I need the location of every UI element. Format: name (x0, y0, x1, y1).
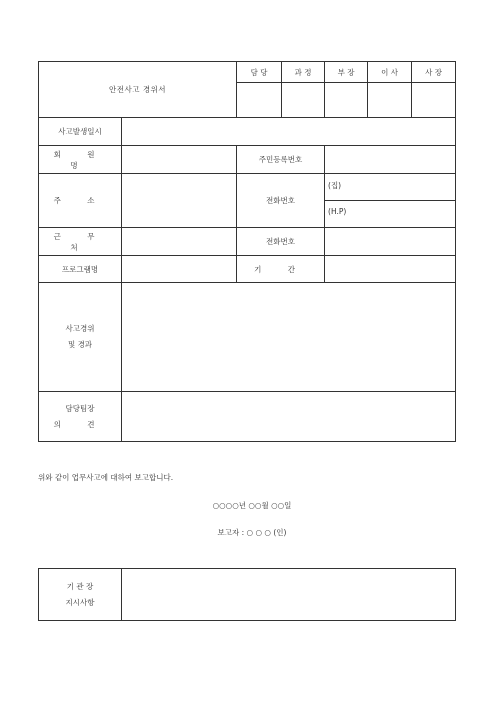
program-field[interactable] (122, 256, 237, 283)
leader-opinion-label (39, 392, 122, 442)
accident-report-form (38, 61, 456, 442)
program-label: 프로그램명 (39, 256, 122, 283)
workplace-label: 근 무 처 (39, 228, 122, 256)
period-label: 기 간 (237, 256, 325, 283)
report-date: ○○○○년 ○○월 ○○일 (212, 501, 292, 510)
report-statement: 위와 같이 업무사고에 대하여 보고합니다. (38, 473, 174, 482)
approval-sign-4[interactable] (368, 83, 412, 118)
phone2-field[interactable] (325, 228, 456, 256)
process-label-line1: 사고경위 (65, 324, 95, 333)
approval-label-5: 사 장 (412, 62, 456, 83)
reporter-line: 보고자 : ○ ○ ○ (인) (217, 528, 287, 537)
director-instructions-field[interactable] (122, 569, 456, 621)
approval-sign-5[interactable] (412, 83, 456, 118)
phone-mobile-field[interactable] (325, 201, 456, 228)
director-instructions-table (38, 568, 456, 621)
accident-datetime-label: 사고발생일시 (39, 118, 122, 146)
approval-sign-1[interactable] (237, 83, 282, 118)
phone2-label: 전화번호 (237, 228, 325, 256)
address-field[interactable] (122, 174, 237, 228)
approval-label-2: 과 정 (282, 62, 325, 83)
approval-sign-3[interactable] (325, 83, 368, 118)
phone-mobile-label: (H.P) (328, 207, 347, 216)
phone-label: 전화번호 (237, 174, 325, 228)
process-label (39, 283, 122, 392)
phone-home-label: (집) (328, 181, 342, 190)
leader-opinion-label-line2: 의 견 (53, 419, 107, 429)
approval-label-3: 부 장 (325, 62, 368, 83)
address-label: 주 소 (39, 174, 122, 228)
member-name-field[interactable] (122, 146, 237, 174)
director-label-line2: 지시사항 (65, 597, 95, 607)
approval-label-4: 이 사 (368, 62, 412, 83)
resident-no-label: 주민등록번호 (237, 146, 325, 174)
director-label (39, 569, 122, 621)
process-label-line2: 및 경과 (67, 340, 93, 349)
resident-no-field[interactable] (325, 146, 456, 174)
process-field[interactable] (122, 283, 456, 392)
member-name-label: 회 원 명 (39, 146, 122, 174)
phone-home-field[interactable] (325, 174, 456, 201)
director-label-line1: 기 관 장 (66, 581, 94, 591)
accident-datetime-field[interactable] (122, 118, 456, 146)
approval-sign-2[interactable] (282, 83, 325, 118)
workplace-field[interactable] (122, 228, 237, 256)
period-field[interactable] (325, 256, 456, 283)
form-title: 안전사고 경위서 (39, 62, 237, 118)
approval-label-1: 담 당 (237, 62, 282, 83)
leader-opinion-label-line1: 담당팀장 (65, 403, 95, 413)
leader-opinion-field[interactable] (122, 392, 456, 442)
